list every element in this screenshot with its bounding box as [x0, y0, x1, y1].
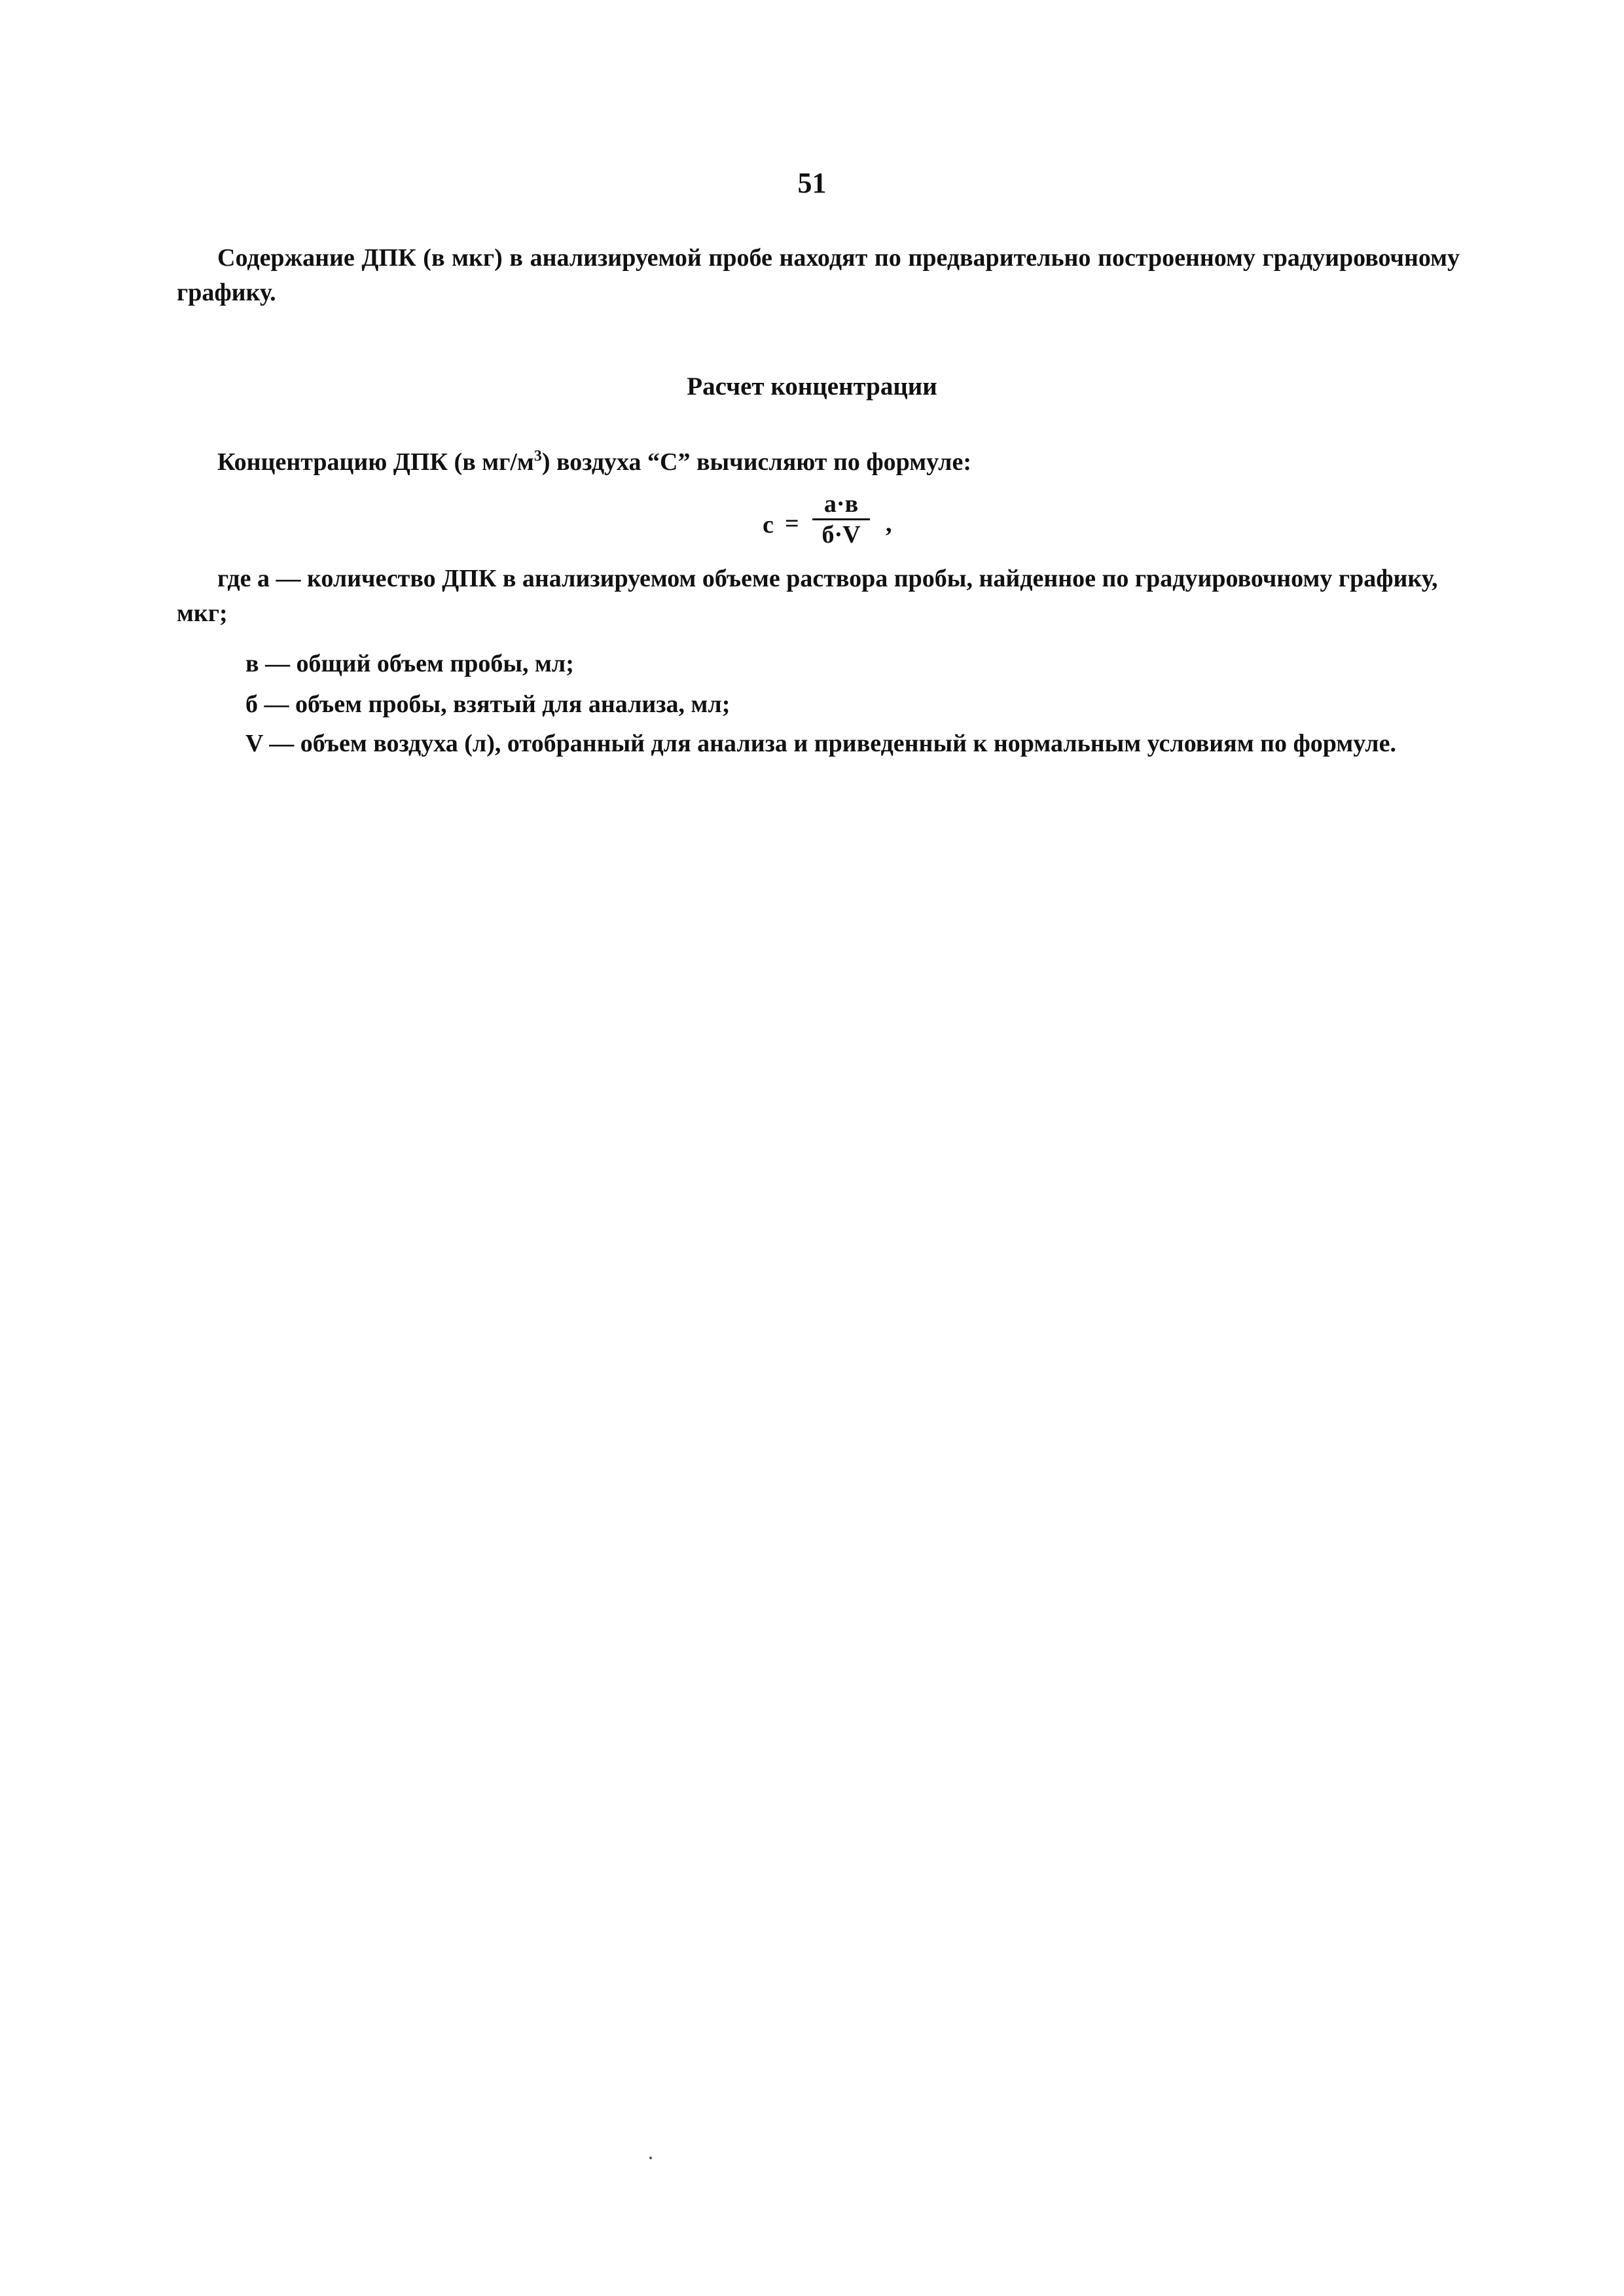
- page-number: 51: [797, 167, 827, 199]
- definition-a: где а — количество ДПК в анализируемом объеме раствора пробы, найденное по градуировочному графику, мкг;: [177, 565, 1438, 627]
- formula-denominator: б·V: [821, 521, 861, 548]
- definition-b: б — объем пробы, взятый для анализа, мл;: [245, 691, 731, 718]
- formula-lhs: с: [763, 511, 774, 539]
- section-title: Расчет концентрации: [687, 372, 937, 401]
- superscript-exponent: 3: [533, 448, 542, 465]
- scan-speck: [649, 2157, 652, 2159]
- formula-equals-sign: =: [785, 510, 799, 537]
- paragraph-concentration-intro-text-end: ) воздуха “С” вычисляют по формуле:: [541, 448, 971, 476]
- formula-fraction: [808, 490, 874, 549]
- definition-v: в — общий объем пробы, мл;: [245, 650, 574, 677]
- definition-V: V — объем воздуха (л), отобранный для анализа и приведенный к нормальным условиям по формуле.: [245, 730, 1396, 757]
- formula-trailing-comma: ,: [886, 510, 892, 537]
- formula-numerator: а·в: [823, 490, 859, 518]
- concentration-formula: [763, 490, 907, 562]
- paragraph-concentration-intro-text: Концентрацию ДПК (в мг/м: [217, 448, 534, 476]
- paragraph-concentration-intro: [177, 445, 1460, 480]
- paragraph-content-determination: Содержание ДПК (в мкг) в анализируемой пробе находят по предварительно построенному градуировочному графику.: [177, 244, 1460, 306]
